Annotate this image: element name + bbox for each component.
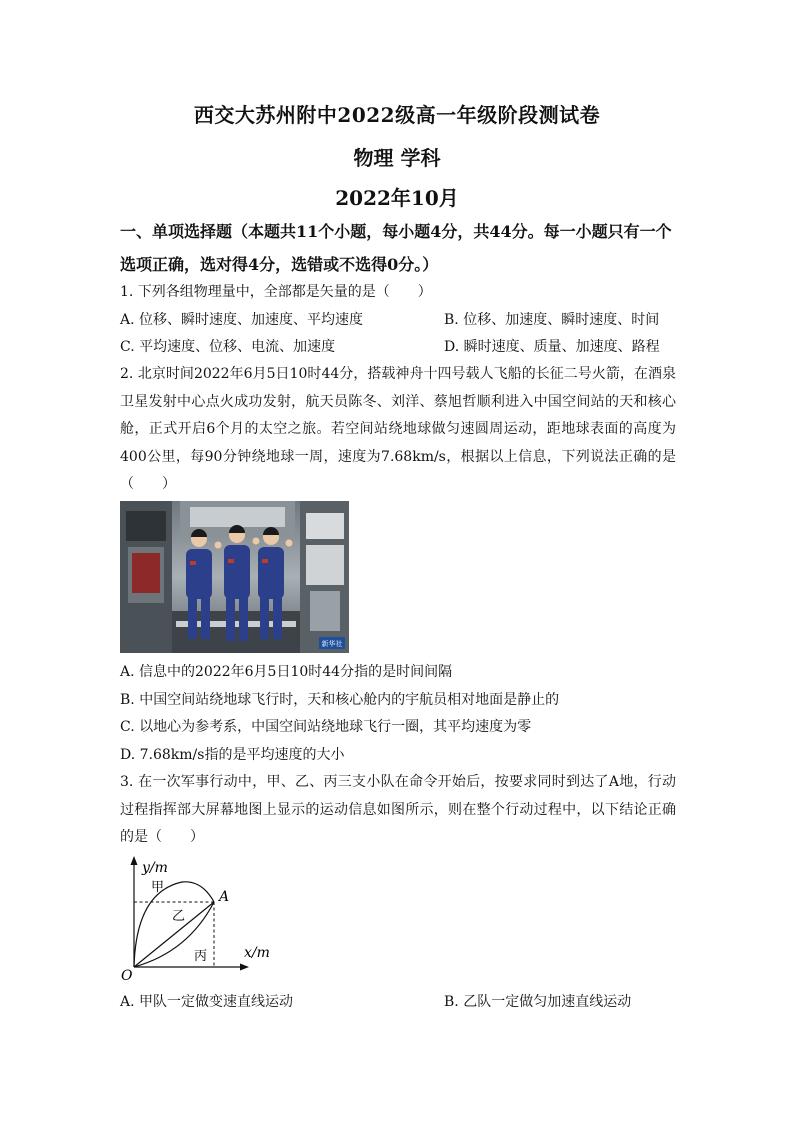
- point-a-label: A: [219, 889, 230, 905]
- question-1-option-b: B. 位移、加速度、瞬时速度、时间: [444, 312, 660, 328]
- question-3-option-b: B. 乙队一定做匀加速直线运动: [444, 994, 632, 1010]
- trajectory-diagram: [118, 852, 278, 982]
- question-1-option-a: A. 位移、瞬时速度、加速度、平均速度: [120, 312, 364, 328]
- question-1-stem: 1. 下列各组物理量中，全部都是矢量的是（ ）: [120, 284, 432, 300]
- origin-label: O: [121, 968, 133, 982]
- y-axis-label: y/m: [142, 860, 168, 876]
- exam-subject: 物理 学科: [353, 146, 441, 170]
- astronauts-photo: [120, 501, 349, 653]
- question-2-option-a: A. 信息中的2022年6月5日10时44分指的是时间间隔: [120, 664, 453, 680]
- question-3-option-a: A. 甲队一定做变速直线运动: [120, 994, 294, 1010]
- question-1-option-c: C. 平均速度、位移、电流、加速度: [120, 339, 336, 355]
- photo-badge: 新华社: [321, 640, 343, 648]
- path-yi-label: 乙: [172, 909, 186, 924]
- x-axis-label: x/m: [244, 945, 270, 961]
- question-2-option-d: D. 7.68km/s指的是平均速度的大小: [120, 747, 345, 763]
- question-2-stem: 2. 北京时间2022年6月5日10时44分，搭载神舟十四号载人飞船的长征二号火箭，在酒泉卫星发射中心点火成功发射，航天员陈冬、刘洋、蔡旭哲顺利进入中国空间站的天和核心舱，正式开启6个月的太空之旅。若空间站绕地球做匀速圆周运动，距地球表面的高度为400公里，每90分钟绕地球一周，速度为7.68km/s，根据以上信息，下列说法正确的是（ ）: [120, 366, 676, 492]
- section-heading: 一、单项选择题（本题共11个小题，每小题4分，共44分。每一小题只有一个选项正确，选对得4分，选错或不选得0分。）: [120, 222, 672, 274]
- y-axis-arrow: [131, 856, 138, 865]
- question-3-stem: 3. 在一次军事行动中，甲、乙、丙三支小队在命令开始后，按要求同时到达了A地，行动过程指挥部大屏幕地图上显示的运动信息如图所示，则在整个行动过程中，以下结论正确的是（ ）: [120, 774, 676, 845]
- question-2-option-b: B. 中国空间站绕地球飞行时，天和核心舱内的宇航员相对地面是静止的: [120, 692, 560, 708]
- path-jia-label: 甲: [151, 880, 165, 895]
- exam-title: 西交大苏州附中2022级高一年级阶段测试卷: [193, 103, 601, 127]
- x-axis-arrow: [240, 964, 249, 971]
- path-bing-label: 丙: [194, 949, 208, 964]
- question-1-option-d: D. 瞬时速度、质量、加速度、路程: [444, 339, 660, 355]
- question-2-option-c: C. 以地心为参考系，中国空间站绕地球飞行一圈，其平均速度为零: [120, 719, 532, 735]
- exam-date: 2022年10月: [335, 186, 459, 210]
